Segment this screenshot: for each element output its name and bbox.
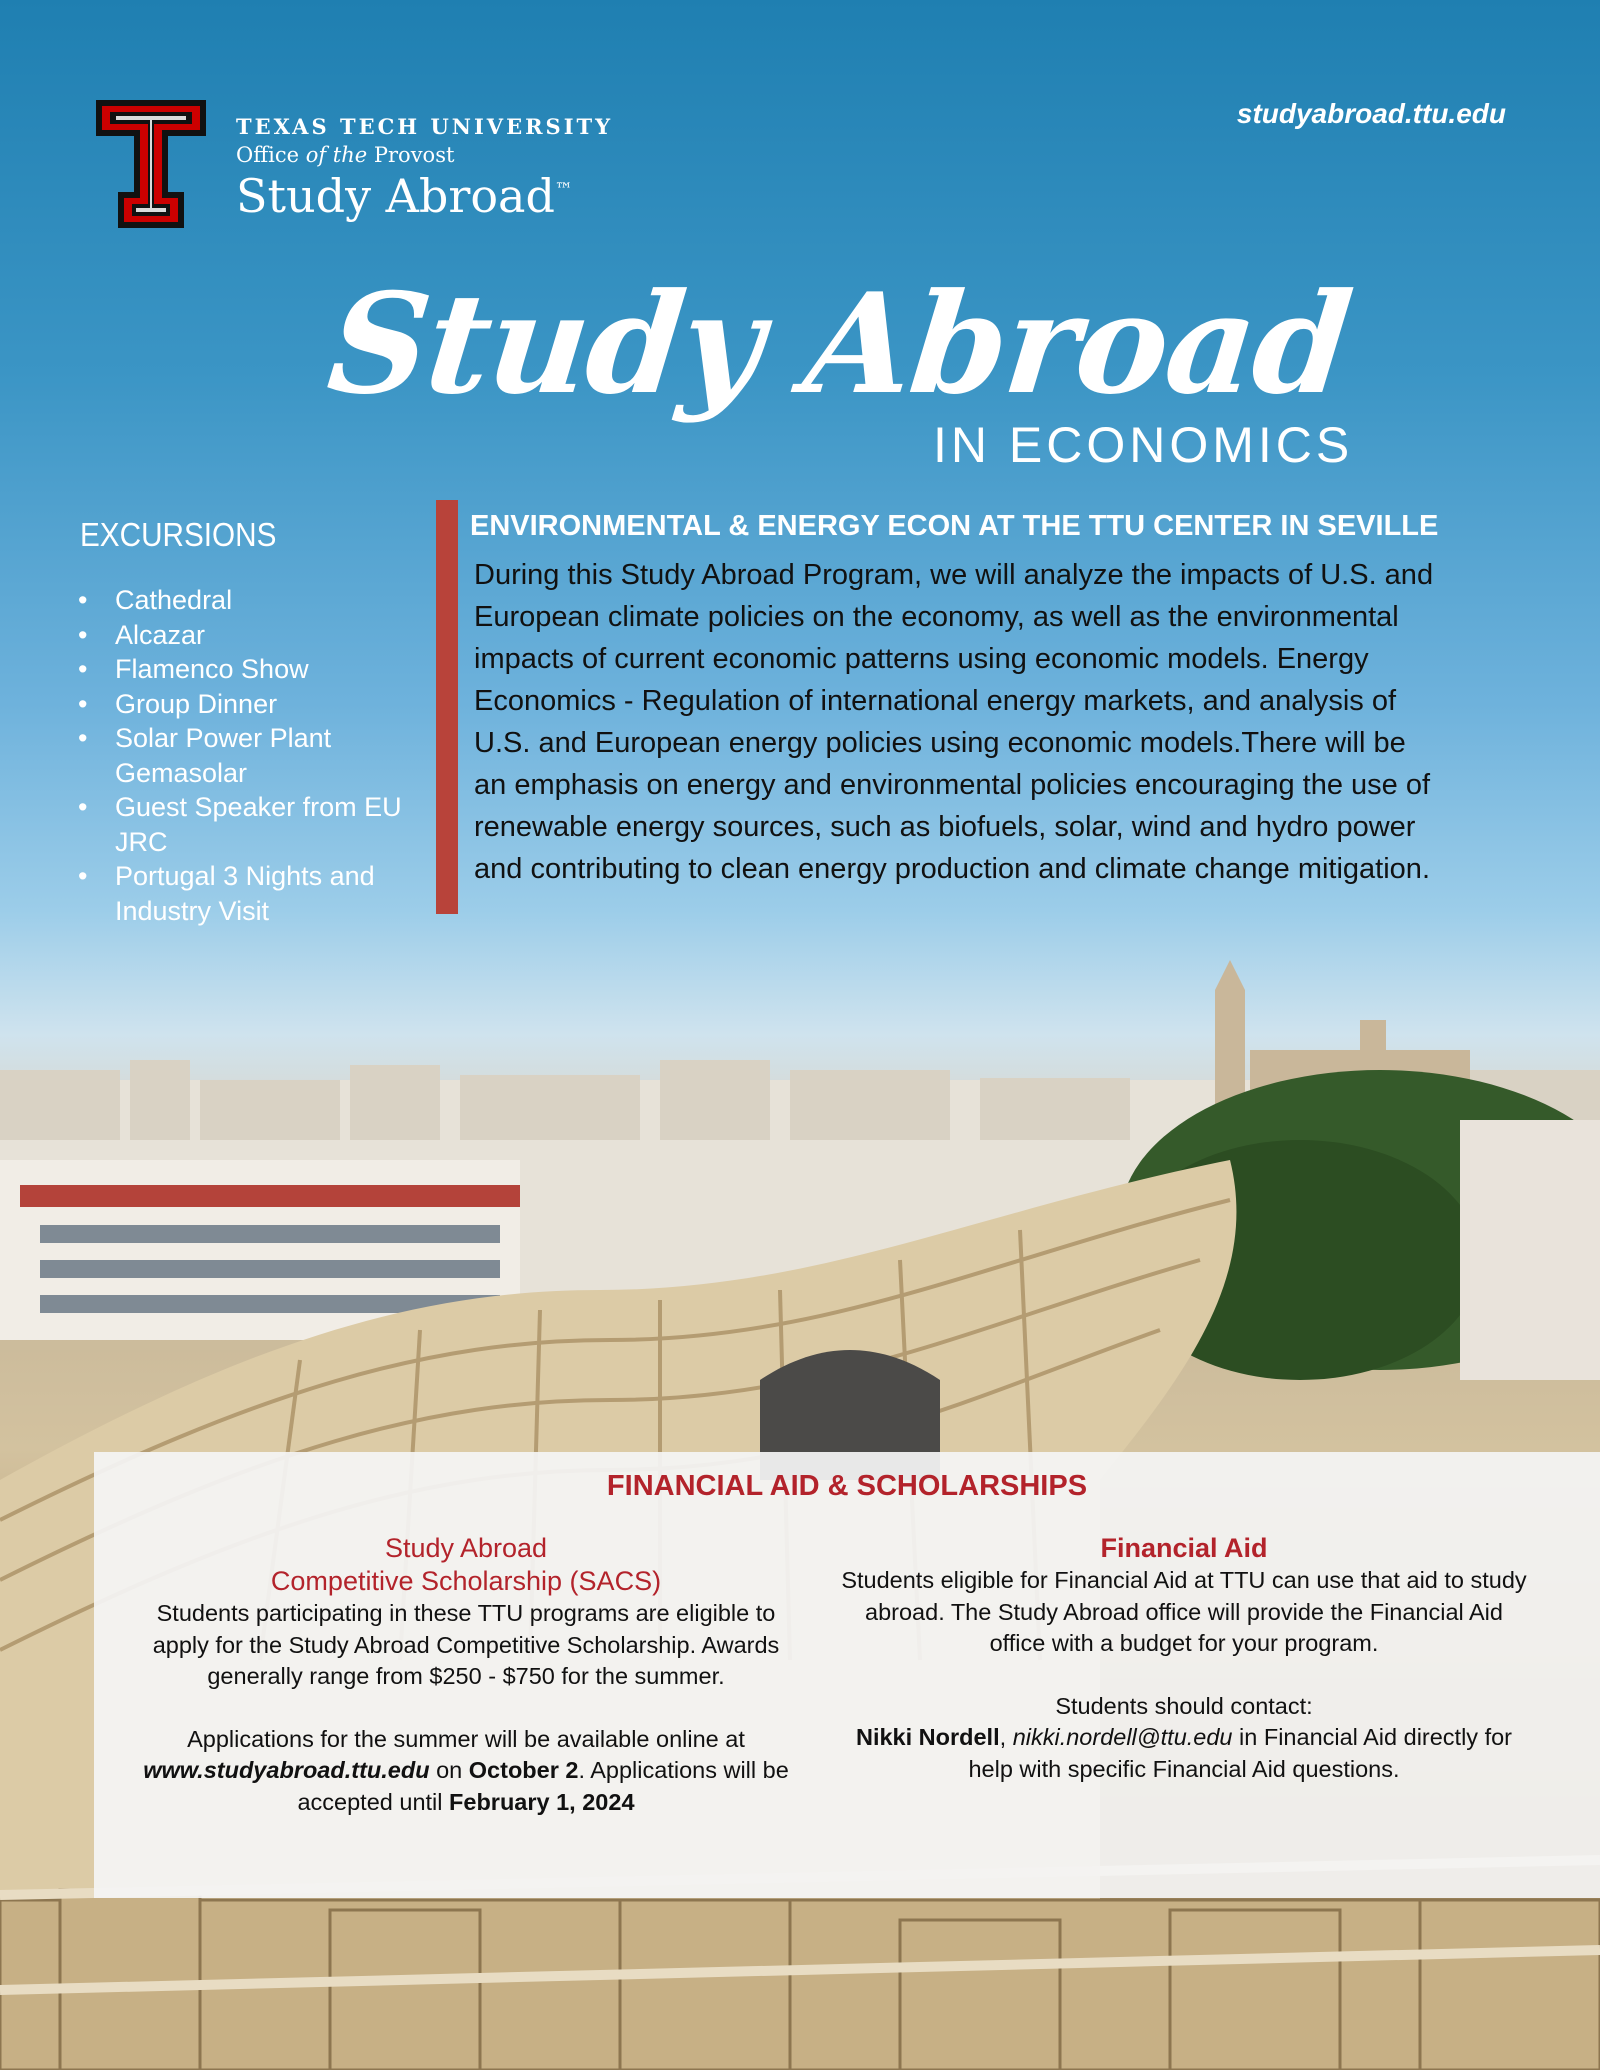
financial-aid-panel: [94, 1452, 1600, 1898]
university-name: TEXAS TECH UNIVERSITY: [236, 114, 614, 139]
website-link[interactable]: studyabroad.ttu.edu: [1236, 98, 1506, 129]
aid-heading: Financial Aid: [1100, 1533, 1268, 1563]
aid-body: Students eligible for Financial Aid at TTU can use that aid to study abroad. The Study Abroad office will provide the Financial Aid office with a budget for your program.: [841, 1567, 1527, 1656]
hero-title: Study Abroad: [321, 262, 1358, 425]
financial-aid-heading: FINANCIAL AID & SCHOLARSHIPS: [606, 1470, 1088, 1502]
list-item: • Solar Power Plant Gemasolar: [78, 721, 418, 790]
aid-contact: Nikki Nordell, nikki.nordell@ttu.edu in Financial Aid directly for help with specific Financial Aid questions.: [855, 1724, 1513, 1782]
accent-bar: [436, 500, 458, 914]
ttu-logo[interactable]: [92, 96, 613, 232]
contact-email-link[interactable]: nikki.nordell@ttu.edu: [1012, 1724, 1233, 1750]
program-title: ENVIRONMENTAL & ENERGY ECON AT THE TTU CENTER IN SEVILLE: [470, 510, 1439, 542]
hero-subtitle: IN ECONOMICS: [933, 417, 1354, 473]
logo-wordmark: [236, 96, 613, 223]
applications-link[interactable]: www.studyabroad.ttu.edu: [143, 1757, 430, 1783]
list-item: • Group Dinner: [78, 687, 418, 722]
department-name: Study Abroad™: [236, 169, 573, 223]
excursions-heading: EXCURSIONS: [80, 516, 277, 553]
scholarship-heading: Study Abroad Competitive Scholarship (SACS): [270, 1533, 662, 1596]
list-item: • Flamenco Show: [78, 652, 418, 687]
scholarship-applications: Applications for the summer will be available online at www.studyabroad.ttu.edu on October 2. Applications will be accepted until February 1, 2024: [143, 1725, 789, 1815]
double-t-logo-icon: [92, 96, 210, 232]
financial-aid-column: [834, 1532, 1534, 1785]
scholarship-body: Students participating in these TTU programs are eligible to apply for the Study Abroad Competitive Scholarship. Awards generally range from $250 - $750 for the summer.: [152, 1600, 780, 1689]
excursions-list: [78, 583, 418, 928]
list-item: • Cathedral: [78, 583, 418, 618]
list-item: • Portugal 3 Nights and Industry Visit: [78, 859, 418, 928]
list-item: • Alcazar: [78, 618, 418, 653]
program-description: During this Study Abroad Program, we will analyze the impacts of U.S. and European climate policies on the economy, as well as the environmental impacts of current economic patterns using economic models. Energy Economics - Regulation of international energy markets, and analysis of U.S. and European energy policies using economic models.There will be an emphasis on energy and environmental policies encouraging the use of renewable energy sources, such as biofuels, solar, wind and hydro power and contributing to clean energy production and climate change mitigation.: [474, 559, 1434, 885]
list-item: • Guest Speaker from EU JRC: [78, 790, 418, 859]
office-name: Office of the Provost: [236, 143, 455, 167]
aid-contact-intro: Students should contact:: [1055, 1692, 1313, 1719]
scholarship-column: [126, 1532, 806, 1818]
